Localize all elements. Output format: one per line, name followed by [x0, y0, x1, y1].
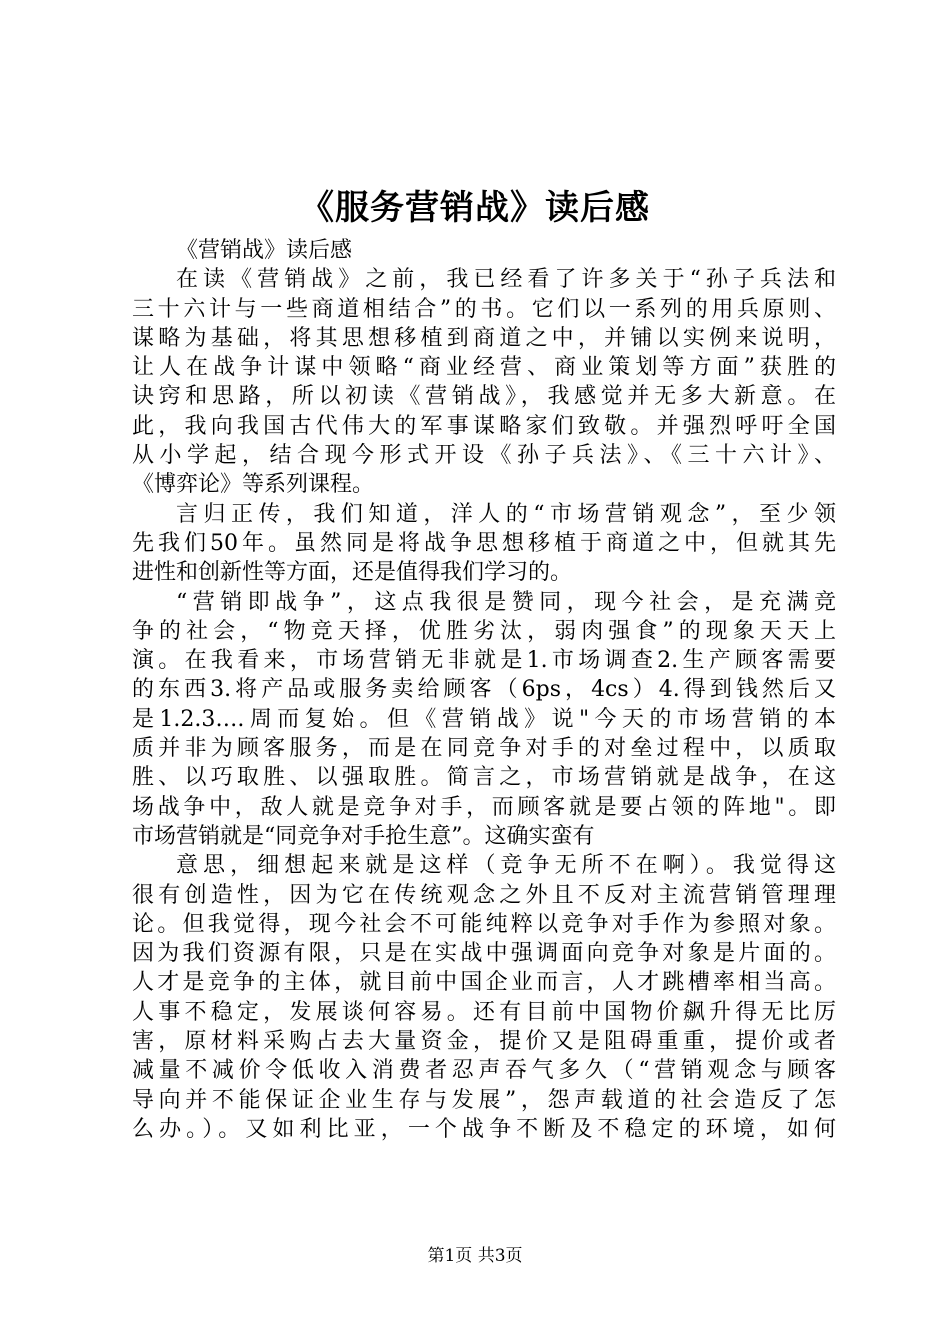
paragraph-line: 从小学起，结合现今形式开设《孙子兵法》、《三十六计》、	[132, 443, 836, 469]
paragraph-line: 人事不稳定，发展谈何容易。还有目前中国物价飙升得无比厉	[132, 999, 836, 1025]
paragraph-line: 质并非为顾客服务，而是在同竞争对手的对垒过程中，以质取	[132, 736, 836, 762]
paragraph-line: 因为我们资源有限，只是在实战中强调面向竞争对象是片面的。	[132, 941, 836, 967]
paragraph-line: 导向并不能保证企业生存与发展”，怨声载道的社会造反了怎	[132, 1087, 836, 1113]
page-number-footer: 第1页 共3页	[427, 1246, 523, 1266]
paragraph-line: 此，我向我国古代伟大的军事谋略家们致敬。并强烈呼吁全国	[132, 413, 836, 439]
paragraph-line: 的东西3.将产品或服务卖给顾客（6ps，4cs）4.得到钱然后又	[132, 677, 836, 703]
paragraph-line: 论。但我觉得，现今社会不可能纯粹以竞争对手作为参照对象。	[132, 911, 836, 937]
paragraph-line: 减量不减价令低收入消费者忍声吞气多久（“营销观念与顾客	[132, 1058, 836, 1084]
paragraph-line: 进性和创新性等方面，还是值得我们学习的。	[132, 560, 573, 586]
paragraph-line: 很有创造性，因为它在传统观念之外且不反对主流营销管理理	[132, 882, 836, 908]
paragraph-line: 在读《营销战》之前，我已经看了许多关于“孙子兵法和	[176, 267, 836, 293]
paragraph-line: 意思，细想起来就是这样（竞争无所不在啊）。我觉得这	[176, 853, 836, 879]
document-body	[132, 236, 836, 1144]
paragraph-line: 诀窍和思路，所以初读《营销战》，我感觉并无多大新意。在	[132, 384, 836, 410]
paragraph-line: 是1.2.3….周而复始。但《营销战》说"今天的市场营销的本	[132, 706, 836, 732]
paragraph-line: “营销即战争”，这点我很是赞同，现今社会，是充满竞	[176, 589, 836, 615]
paragraph-line: 《博弈论》等系列课程。	[132, 472, 375, 498]
document-subtitle: 《营销战》读后感	[176, 238, 353, 263]
paragraph-line: 言归正传，我们知道，洋人的“市场营销观念”，至少领	[176, 501, 836, 527]
paragraph-line: 场战争中，敌人就是竞争对手，而顾客就是要占领的阵地"。即	[132, 794, 836, 820]
paragraph-line: 演。在我看来，市场营销无非就是1.市场调查2.生产顾客需要	[132, 648, 836, 674]
paragraph-line: 市场营销就是“同竞争对手抢生意”。这确实蛮有	[132, 823, 595, 849]
paragraph-line: 害，原材料采购占去大量资金，提价又是阻碍重重，提价或者	[132, 1029, 836, 1055]
paragraph-line: 先我们50年。虽然同是将战争思想移植于商道之中，但就其先	[132, 530, 836, 556]
paragraph-line: 人才是竞争的主体，就目前中国企业而言，人才跳槽率相当高。	[132, 970, 836, 996]
paragraph-line: 争的社会，“物竞天择，优胜劣汰，弱肉强食”的现象天天上	[132, 618, 836, 644]
paragraph-line: 让人在战争计谋中领略“商业经营、商业策划等方面”获胜的	[132, 355, 836, 381]
paragraph-line: 三十六计与一些商道相结合”的书。它们以一系列的用兵原则、	[132, 296, 836, 322]
paragraph-line: 么办。）。又如利比亚，一个战争不断及不稳定的环境，如何	[132, 1116, 836, 1142]
paragraph-line: 谋略为基础，将其思想移植到商道之中，并铺以实例来说明，	[132, 325, 836, 351]
paragraph-line: 胜、以巧取胜、以强取胜。简言之，市场营销就是战争，在这	[132, 765, 836, 791]
document-title: 《服务营销战》读后感	[300, 188, 650, 228]
